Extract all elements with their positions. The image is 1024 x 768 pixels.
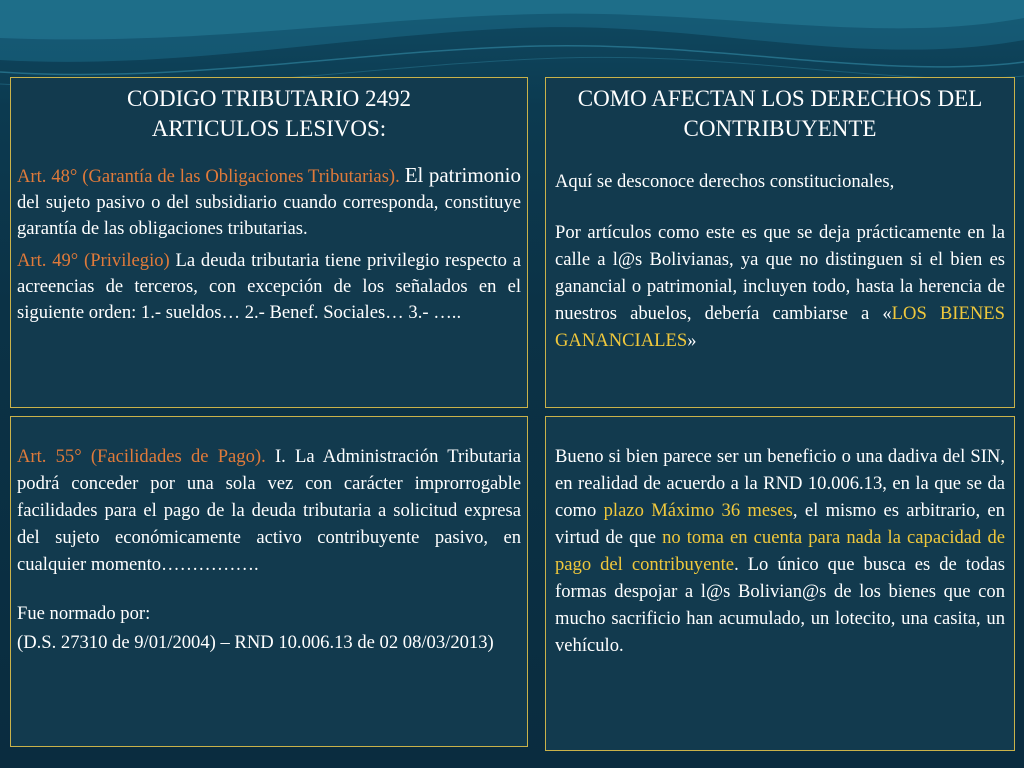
paragraph bbox=[555, 219, 1005, 354]
paragraph-text: , el mismo es arbitrario, en virtud de que bbox=[555, 500, 1005, 548]
box-title bbox=[17, 84, 521, 144]
facilidades-pago-box bbox=[10, 416, 528, 747]
paragraph-text: . Lo único que busca es de todas formas despojar a l@s Bolivian@s de los bienes que con mucho sacrificio han acumulado, un lotecito, una casita, un vehículo. bbox=[555, 554, 1006, 656]
title-line: COMO AFECTAN LOS DERECHOS DEL bbox=[577, 86, 983, 111]
title-line: CONTRIBUYENTE bbox=[683, 116, 877, 141]
article-text: I. La Administración Tributaria podrá conceder por una sola vez con carácter improrrogable facilidades para el pago de la deuda tributaria a solicitud expresa del sujeto económicamente activo contribuyente pasivo, en cualquier momento……………. bbox=[17, 446, 521, 575]
title-line: ARTICULOS LESIVOS: bbox=[151, 116, 387, 141]
paragraph bbox=[555, 443, 1005, 659]
article-label: Art. 55° (Facilidades de Pago). bbox=[17, 446, 266, 467]
normado-label: Fue normado por: bbox=[17, 603, 151, 624]
article-text: del sujeto pasivo o del subsidiario cuando corresponda, constituye garantía de las obligaciones tributarias. bbox=[17, 192, 521, 239]
highlight-text: plazo Máximo 36 meses bbox=[603, 500, 793, 521]
codigo-tributario-box bbox=[10, 77, 528, 408]
paragraph-text: Por artículos como este es que se deja prácticamente en la calle a l@s Bolivianas, ya que no distinguen si el bien es ganancial o patrimonial, incluyen todo, hasta la herencia de nuestros abuelos, debería cambiarse a « bbox=[555, 222, 1005, 324]
beneficio-analisis-box bbox=[545, 416, 1015, 751]
article-label: Art. 49° (Privilegio) bbox=[17, 250, 170, 271]
article-49 bbox=[17, 248, 521, 326]
highlight-text: no toma en cuenta para nada la capacidad de pago del contribuyente bbox=[555, 527, 1005, 575]
derechos-contribuyente-box bbox=[545, 77, 1015, 408]
article-lead: El patrimonio bbox=[404, 163, 521, 187]
paragraph: Aquí se desconoce derechos constitucionales, bbox=[555, 171, 895, 192]
article-text: La deuda tributaria tiene privilegio respecto a acreencias de terceros, con excepción de los señalados en el siguiente orden: 1.- sueldos… 2.- Benef. Sociales… 3.- ….. bbox=[17, 250, 521, 323]
highlight-text: LOS BIENES GANANCIALES bbox=[555, 303, 1005, 351]
paragraph-text: Bueno si bien parece ser un beneficio o una dadiva del SIN, en realidad de acuerdo a la RND 10.006.13, en la que se da como bbox=[555, 446, 1005, 521]
normado-reference: (D.S. 27310 de 9/01/2004) – RND 10.006.13 de 02 08/03/2013) bbox=[17, 632, 494, 653]
article-label: Art. 48° (Garantía de las Obligaciones Tributarias). bbox=[17, 166, 400, 187]
article-55 bbox=[17, 443, 521, 578]
title-line: CODIGO TRIBUTARIO 2492 bbox=[127, 86, 411, 111]
article-48 bbox=[17, 162, 521, 242]
box-title bbox=[555, 84, 1005, 144]
paragraph-text: » bbox=[687, 330, 697, 351]
